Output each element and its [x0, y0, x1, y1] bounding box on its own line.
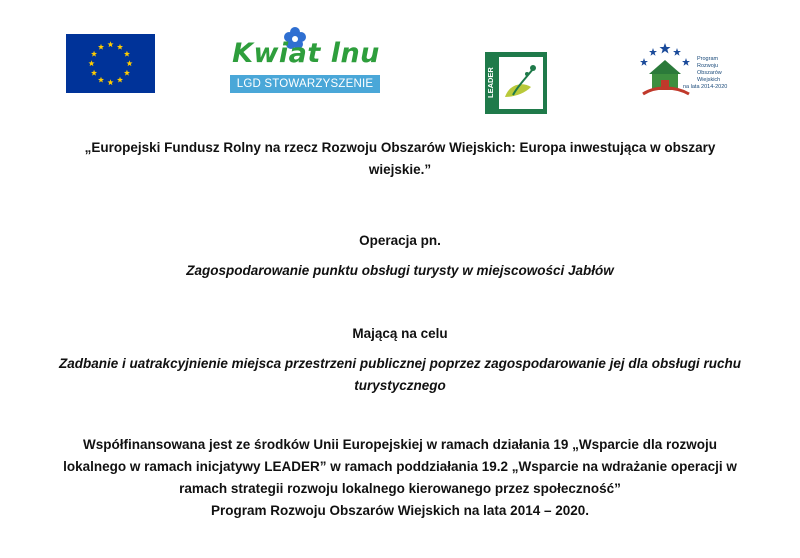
fund-heading: [0, 137, 800, 181]
prow-line: Wiejskich: [697, 77, 721, 83]
funding-note-line: Współfinansowana jest ze środków Unii Europejskiej w ramach działania 19 „Wsparcie dla rozwoju: [83, 437, 717, 452]
kwiat-lnu-wordmark: Kwiat lnu: [232, 38, 380, 69]
fund-heading-line: wiejskie.”: [368, 162, 432, 177]
logo-bar: [0, 0, 800, 120]
kwiat-lnu-subtitle: LGD STOWARZYSZENIE: [230, 75, 380, 93]
eu-flag-logo: [66, 34, 155, 93]
operation-title: Zagospodarowanie punktu obsługi turysty w miejscowości Jabłów: [186, 263, 614, 278]
prow-program-name: [697, 56, 747, 84]
eu-flag-icon: [66, 34, 155, 93]
goal-text-line: Zadbanie i uatrakcyjnienie miejsca przestrzeni publicznej poprzez zagospodarowanie jej dla obsługi ruchu: [59, 356, 741, 371]
prow-line: Rozwoju: [697, 63, 719, 69]
goal-text-line: turystycznego: [354, 378, 446, 393]
prow-logo: [635, 40, 745, 98]
goal-text: [0, 353, 800, 397]
leader-emblem-icon: [499, 57, 543, 109]
prow-years: na lata 2014-2020: [683, 84, 728, 90]
leader-label: LEADER: [486, 67, 495, 99]
goal-label: Mającą na celu: [352, 326, 448, 341]
leader-emblem: [499, 57, 543, 109]
funding-note-line: lokalnego w ramach inicjatywy LEADER” w ramach poddziałania 19.2 „Wsparcie na wdrażanie operacji w: [63, 459, 737, 474]
kwiat-lnu-logo: [230, 33, 382, 97]
leader-logo: [485, 52, 547, 114]
funding-note-line: Program Rozwoju Obszarów Wiejskich na lata 2014 – 2020.: [210, 503, 590, 518]
fund-heading-line: „Europejski Fundusz Rolny na rzecz Rozwoju Obszarów Wiejskich: Europa inwestująca w obszary: [84, 140, 716, 155]
operation-label: Operacja pn.: [359, 233, 441, 248]
funding-note-line: ramach strategii rozwoju lokalnego kierowanego przez społeczność”: [179, 481, 621, 496]
prow-line: Obszarów: [697, 70, 722, 76]
prow-line: Program: [697, 56, 719, 62]
funding-note: [0, 434, 800, 522]
